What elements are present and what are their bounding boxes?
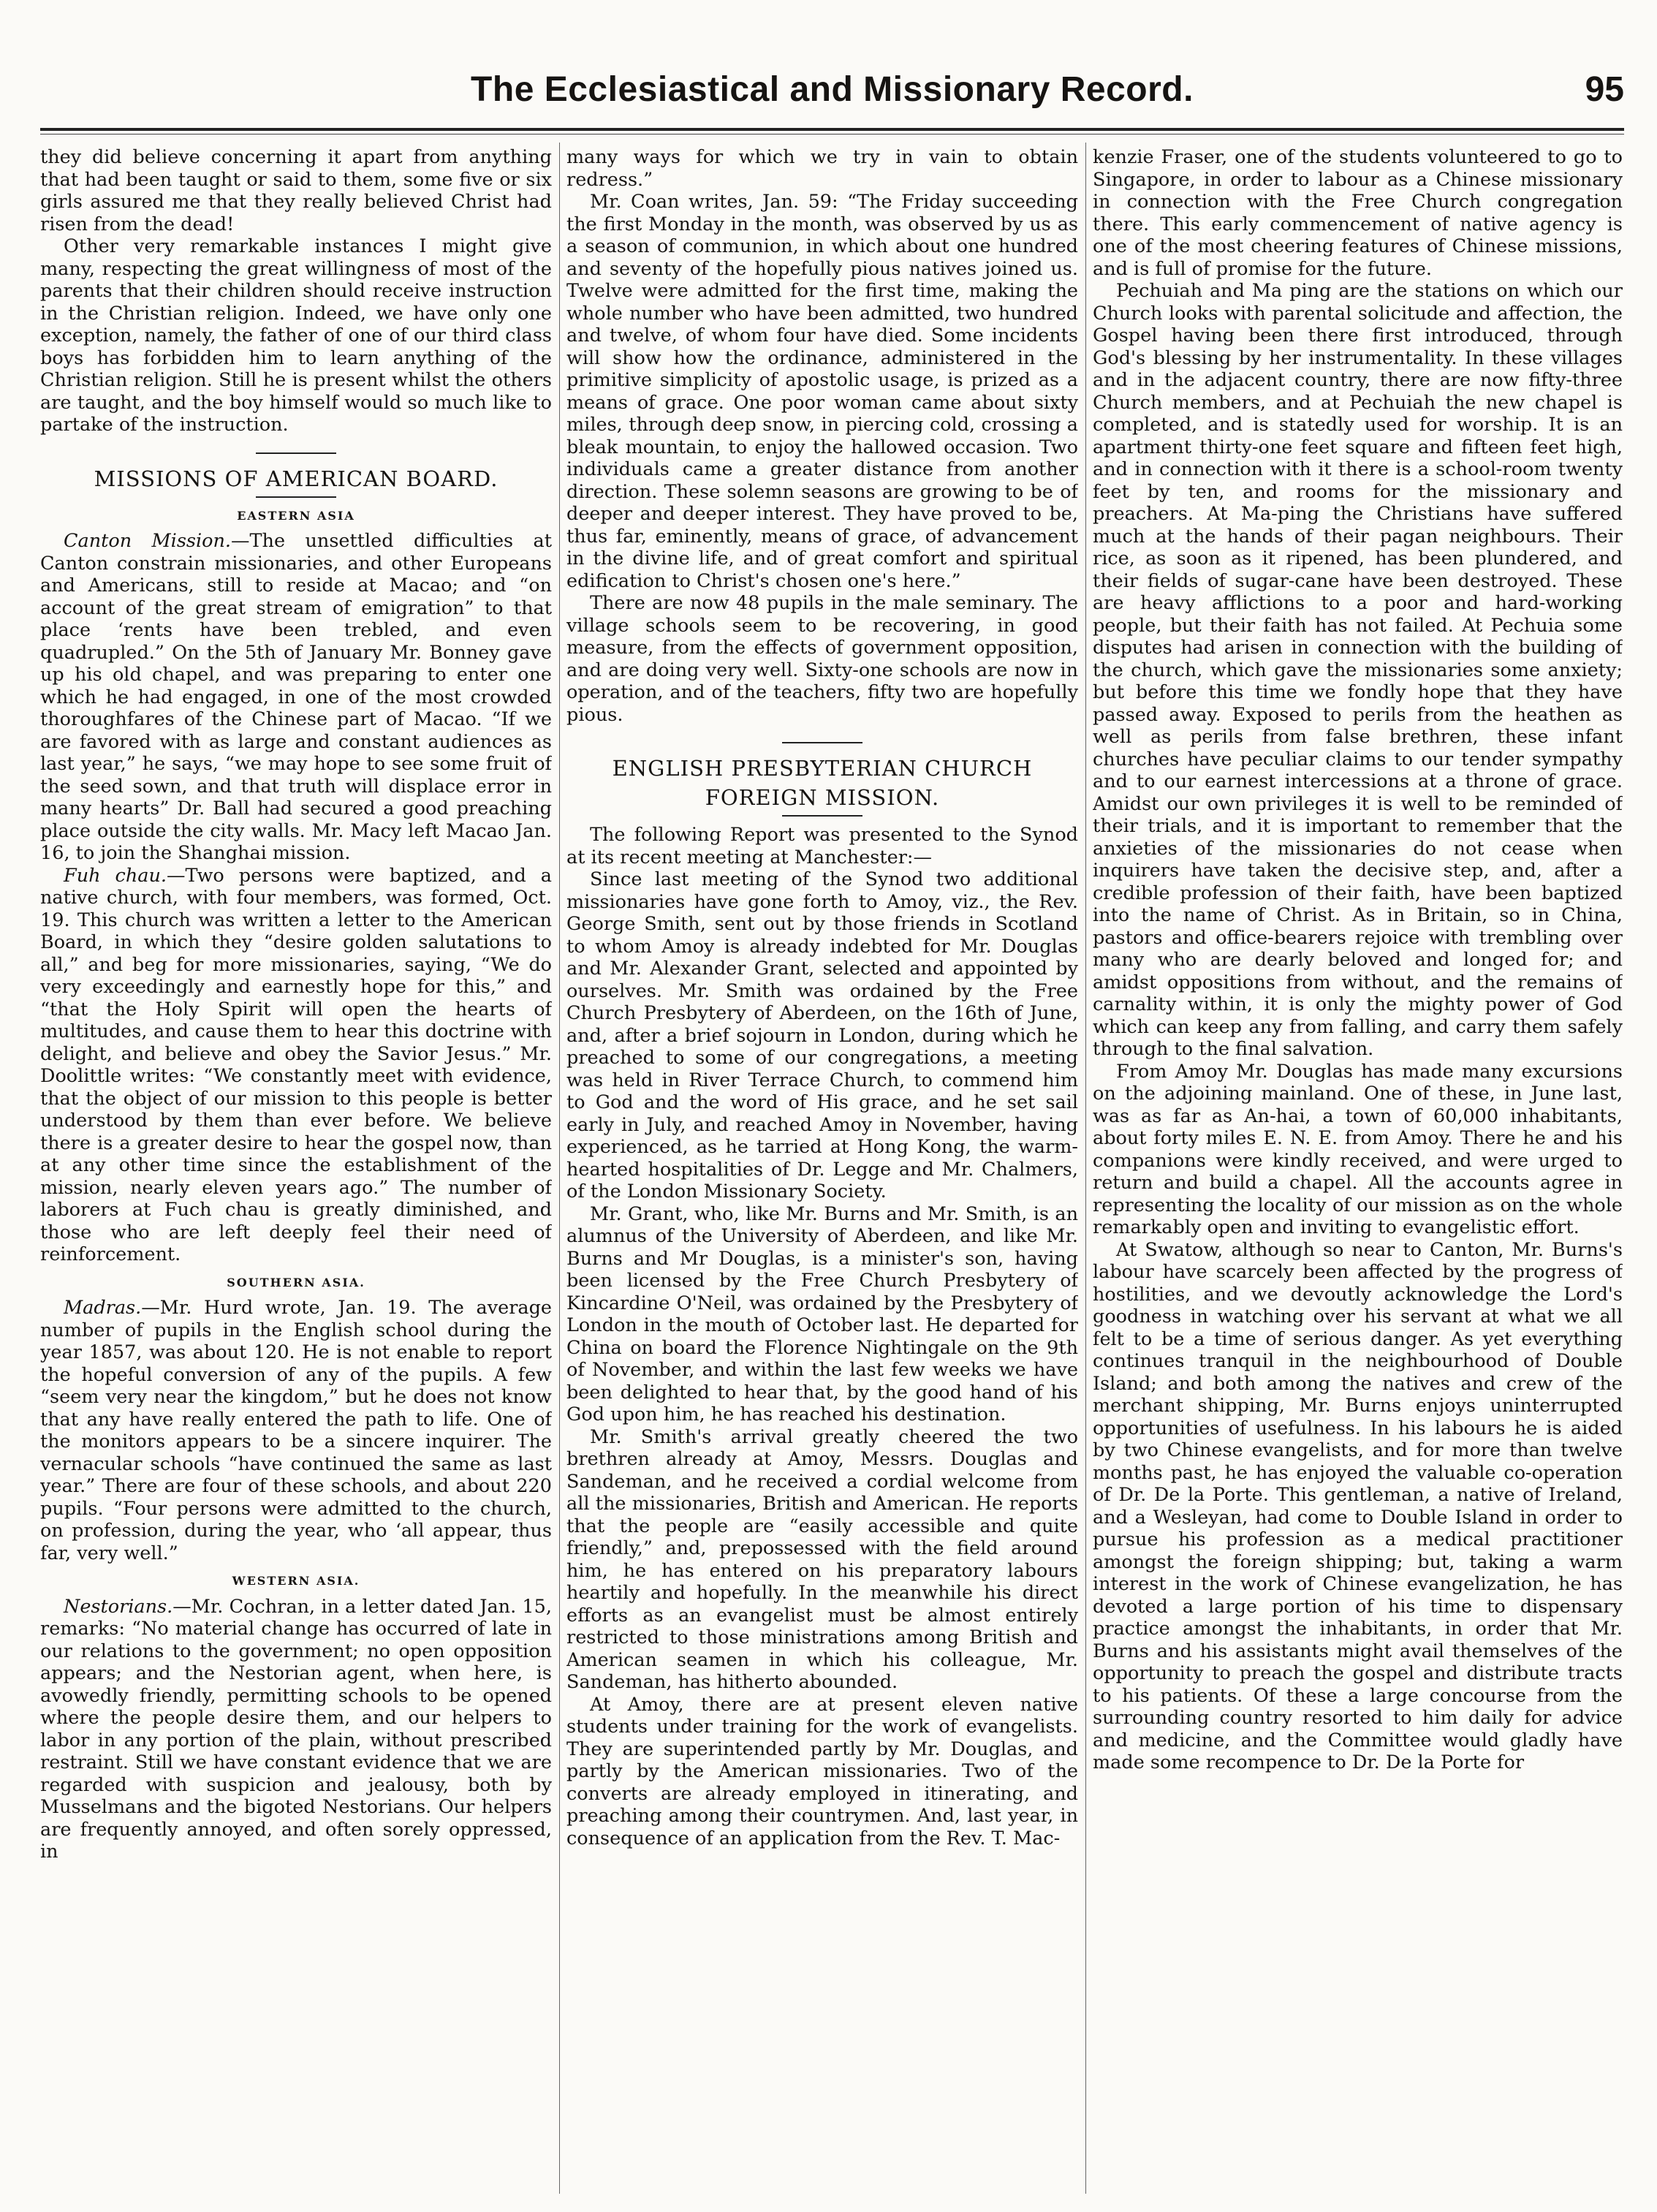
runin-heading: Madras. <box>64 1297 142 1319</box>
runin-heading: Canton Mission. <box>64 530 232 552</box>
page-number: 95 <box>1585 70 1624 109</box>
column-divider <box>559 143 560 2194</box>
paragraph-text: —Mr. Cochran, in a letter dated Jan. 15, remarks: “No material change has occurred of late in our relations to the government; no open opposition appears; and the Nestorian agent, when here, is avowedly friendly, permitting schools to be opened where the people desire them, and our helpers to labor in any portion of the plain, without prescribed restraint. Still we have constant evidence that we are regarded with suspicion and jealousy, both by Musselmans and the bigoted Nestorians. Our helpers are frequently annoyed, and often sorely oppressed, in <box>40 1595 552 1863</box>
paragraph: At Swatow, although so near to Canton, Mr. Burns's labour have scarcely been affected by the progress of hostilities, and we devoutly acknowledge the Lord's goodness in watching over his servant at what we all felt to be a time of serious danger. As yet everything continues tranquil in the neighbourhood of Double Island; and both among the natives and crew of the merchant shipping, Mr. Burns enjoys uninterrupted opportunities of usefulness. In his labours he is aided by two Chinese evangelists, and for more than twelve months past, he has enjoyed the valuable co-operation of Dr. De la Porte. This gentleman, a native of Ireland, and a Wesleyan, had come to Double Island in order to pursue his profession as a medical practitioner amongst the foreign shipping; but, taking a warm interest in the work of Chinese evangelization, he has devoted a large portion of his time to dispensary practice amongst the inhabitants, in order that Mr. Burns and his assistants might avail themselves of the opportunity to preach the gospel and distribute tracts to his patients. Of these a large concourse from the surrounding country resorted to him daily for advice and medicine, and the Committee would gladly have made some recompence to Dr. De la Porte for <box>1093 1238 1623 1773</box>
paragraph: There are now 48 pupils in the male seminary. The village schools seem to be recovering, in good measure, from the effects of government opposition, and are doing very well. Sixty-one schools are now in operation, and of the teachers, fifty two are hopefully pious. <box>566 592 1078 726</box>
paragraph: Since last meeting of the Synod two additional missionaries have gone forth to Amoy, viz., the Rev. George Smith, sent out by those friends in Scotland to whom Amoy is already indebted for Mr. Douglas and Mr. Alexander Grant, selected and appointed by ourselves. Mr. Smith was ordained by the Free Church Presbytery of Aberdeen, on the 16th of June, and, after a brief sojourn in London, during which he preached to some of our congregations, a meeting was held in River Terrace Church, to commend him to God and the word of His grace, and he set sail early in July, and reached Amoy in November, having experienced, as he tarried at Hong Kong, the warm-hearted hospitalities of Dr. Legge and Mr. Chalmers, of the London Missionary Society. <box>566 868 1078 1202</box>
header-rule-thin <box>40 134 1624 135</box>
page-header <box>40 69 1624 128</box>
section-title-presbyterian: ENGLISH PRESBYTERIAN CHURCH <box>612 756 1033 781</box>
column-right <box>1093 146 1623 2194</box>
section-title-foreign-mission: FOREIGN MISSION. <box>705 785 940 810</box>
paragraph-fuhchau <box>40 865 552 1266</box>
paragraph: From Amoy Mr. Douglas has made many excursions on the adjoining mainland. One of these, in June last, was as far as An-hai, a town of 60,000 inhabitants, about forty miles E. N. E. from Amoy. There he and his companions were kindly received, and were urged to return and build a chapel. All the accounts agree in representing the locality of our mission as on the whole remarkably open and inviting to evangelistic effort. <box>1093 1060 1623 1238</box>
column-left <box>40 146 552 2194</box>
paragraph: they did believe concerning it apart from anything that had been taught or said to them, some five or six girls assured me that they really believed Christ had risen from the dead! <box>40 146 552 235</box>
paragraph: Other very remarkable instances I might give many, respecting the great willingness of most of the parents that their children should receive instruction in the Christian religion. Indeed, we have only one exception, namely, the father of one of our third class boys has forbidden him to learn anything of the Christian religion. Still he is present whilst the others are taught, and the boy himself would so much like to partake of the instruction. <box>40 235 552 436</box>
section-rule <box>782 815 862 817</box>
paragraph: many ways for which we try in vain to obtain redress.” <box>566 146 1078 191</box>
paragraph: The following Report was presented to the Synod at its recent meeting at Manchester:— <box>566 824 1078 868</box>
section-rule <box>782 742 862 743</box>
paragraph-canton <box>40 530 552 865</box>
paragraph: At Amoy, there are at present eleven native students under training for the work of evangelists. They are superintended partly by Mr. Douglas, and partly by the American missionaries. Two of the converts are already employed in itinerating, and preaching among their countrymen. And, last year, in consequence of an application from the Rev. T. Mac- <box>566 1693 1078 1849</box>
running-title: The Ecclesiastical and Missionary Record. <box>471 70 1194 109</box>
paragraph: Mr. Smith's arrival greatly cheered the two brethren already at Amoy, Messrs. Douglas and Sandeman, and he received a cordial welcome from all the missionaries, British and American. He reports that the people are “easily accessible and quite friendly,” and, prepossessed with the field around him, he has entered on his preparatory labours heartily and hopefully. In the meanwhile his direct efforts as an evangelist must be almost entirely restricted to those ministrations among British and American seamen in which his colleague, Mr. Sandeman, has hitherto abounded. <box>566 1425 1078 1693</box>
section-title-american-board: MISSIONS OF AMERICAN BOARD. <box>94 466 498 491</box>
runin-heading: Nestorians. <box>64 1595 173 1618</box>
paragraph-madras <box>40 1297 552 1564</box>
column-divider <box>1085 143 1086 2194</box>
paragraph: kenzie Fraser, one of the students volunteered to go to Singapore, in order to labour as a Chinese missionary in connection with the Free Church congregation there. This early commencement of native agency is one of the most cheering features of Chinese missions, and is full of promise for the future. <box>1093 146 1623 280</box>
section-rule <box>256 452 336 454</box>
paragraph-text: —Mr. Hurd wrote, Jan. 19. The average number of pupils in the English school during the year 1857, was about 120. He is not enable to report the hopeful conversion of any of the pupils. A few “seem very near the kingdom,” but he does not know that any have really entered the path to life. One of the monitors appears to be a sincere inquirer. The vernacular schools “have continued the same as last year.” There are four of these schools, and about 220 pupils. “Four persons were admitted to the church, on profession, during the year, who ‘all appear, thus far, very well.” <box>40 1297 552 1564</box>
column-middle <box>566 146 1078 2194</box>
paragraph-text: —The unsettled difficulties at Canton constrain missionaries, and other Europeans and Americans, still to reside at Macao; and “on account of the great stream of emigration” to that place ‘rents have been trebled, and even quadrupled.” On the 5th of January Mr. Bonney gave up his old chapel, and was preparing to enter one which he had engaged, in one of the most crowded thoroughfares of the Chinese part of Macao. “If we are favored with as large and constant audiences as last year,” he says, “we may hope to see some fruit of the seed sown, and that truth will displace error in many hearts” Dr. Ball had secured a good preaching place outside the city walls. Mr. Macy left Macao Jan. 16, to join the Shanghai mission. <box>40 530 552 864</box>
section-rule <box>256 496 336 498</box>
paragraph: Mr. Coan writes, Jan. 59: “The Friday succeeding the first Monday in the month, was observed by us as a season of communion, in which about one hundred and seventy of the hopefully pious natives joined us. Twelve were admitted for the first time, making the whole number who have been admitted, two hundred and twelve, of whom four have died. Some incidents will show how the ordinance, administered in the primitive simplicity of apostolic usage, is prized as a means of grace. One poor woman came about sixty miles, through deep snow, in piercing cold, crossing a bleak mountain, to enjoy the hallowed occasion. Two individuals came a greater distance from another direction. These solemn seasons are growing to be of deeper and deeper interest. They have proved to be, thus far, eminently, means of grace, of advancement in the divine life, and of great comfort and spiritual edification to Christ's chosen one's here.” <box>566 191 1078 592</box>
header-rule <box>40 128 1624 131</box>
paragraph-text: —Two persons were baptized, and a native church, with four members, was formed, Oct. 19. This church was written a letter to the American Board, in which they “desire golden salutations to all,” and beg for more missionaries, saying, “We do very exceedingly and earnestly hope for this,” and “that the Holy Spirit will open the hearts of multitudes, and cause them to hear this doctrine with delight, and believe and obey the Savior Jesus.” Mr. Doolittle writes: “We constantly meet with evidence, that the object of our mission to this people is better understood by them than ever before. We believe there is a greater desire to hear the gospel now, than at any other time since the establishment of the mission, nearly eleven years ago.” The number of laborers at Fuch chau is greatly diminished, and those who are left deeply feel their need of reinforcement. <box>40 864 552 1265</box>
subhead-eastern-asia: EASTERN ASIA <box>237 508 355 523</box>
paragraph: Mr. Grant, who, like Mr. Burns and Mr. Smith, is an alumnus of the University of Aberdeen, and like Mr. Burns and Mr Douglas, is a minister's son, having been licensed by the Free Church Presbytery of Kincardine O'Neil, was ordained by the Presbytery of London in the mouth of October last. He departed for China on board the Florence Nightingale on the 9th of November, and within the last few weeks we have been delighted to hear that, by the good hand of his God upon him, he has reached his destination. <box>566 1202 1078 1425</box>
runin-heading: Fuh chau. <box>64 864 167 887</box>
paragraph-nestorians <box>40 1596 552 1863</box>
subhead-southern-asia: SOUTHERN ASIA. <box>227 1275 365 1289</box>
subhead-western-asia: WESTERN ASIA. <box>232 1574 360 1588</box>
paragraph: Pechuiah and Ma ping are the stations on which our Church looks with parental solicitude and affection, the Gospel having been there first introduced, through God's blessing by her instrumentality. In these villages and in the adjacent country, there are now fifty-three Church members, and at Pechuiah the new chapel is completed, and is statedly used for worship. It is an apartment thirty-one feet square and fifteen feet high, and in connection with it there is a school-room twenty feet by ten, and rooms for the missionary and preachers. At Ma-ping the Christians have suffered much at the hands of their pagan neighbours. Their rice, as soon as it ripened, has been plundered, and their fields of sugar-cane have been destroyed. These are heavy afflictions to a poor and hard-working people, but their faith has not failed. At Pechuia some disputes had arisen in connection with the building of the church, which gave the missionaries some anxiety; but before this time we fondly hope that they have passed away. Exposed to perils from the heathen as well as perils from false brethren, these infant churches have peculiar claims to our tender sympathy and to our earnest intercessions at a throne of grace. Amidst our own privileges it is well to be reminded of their trials, and it is important to remember that the anxieties of the missionaries do not cease when inquirers have taken the decisive step, and, after a credible profession of their faith, have been baptized into the name of Christ. As in Britain, so in China, pastors and office-bearers rejoice with trembling over many who are dearly beloved and longed for; and amidst oppositions from without, and the remains of carnality within, it is only the mighty power of God which can keep any from falling, and carry them safely through to the final salvation. <box>1093 280 1623 1060</box>
